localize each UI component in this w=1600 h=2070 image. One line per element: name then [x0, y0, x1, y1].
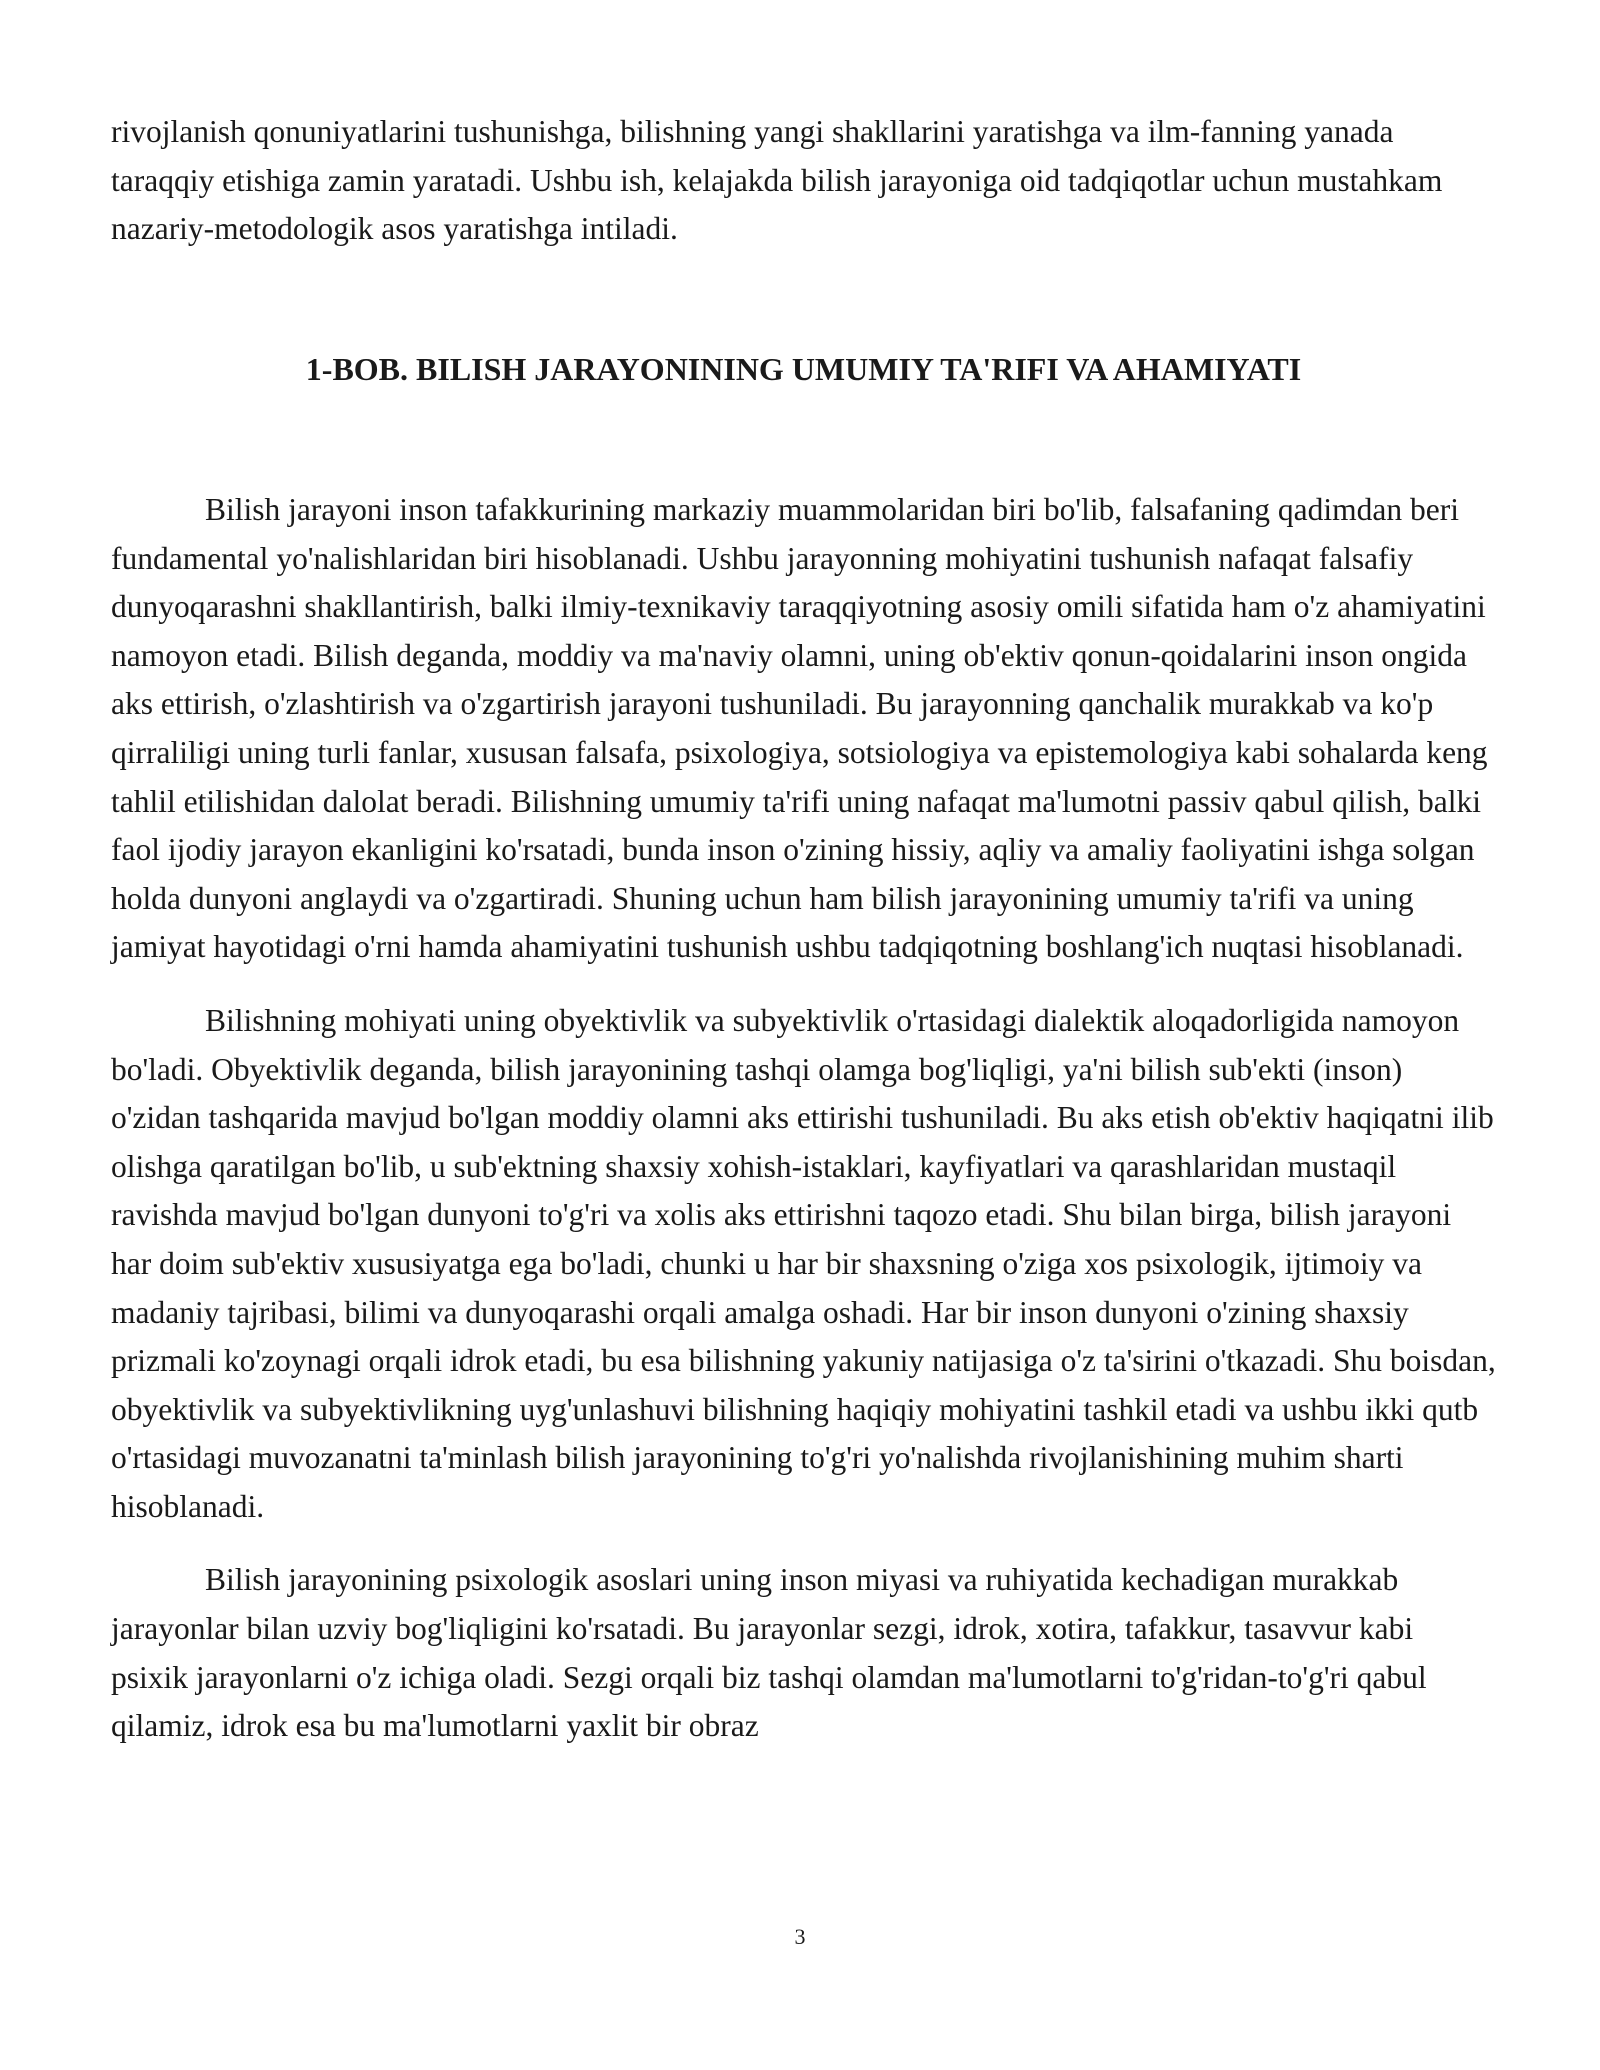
body-paragraph-1: Bilish jarayoni inson tafakkurining markaziy muammolaridan biri bo'lib, falsafaning qadimdan beri fundamental yo'nalishlaridan biri hisoblanadi. Ushbu jarayonning mohiyatini tushunish nafaqat falsafiy dunyoqarashni shakllantirish, balki ilmiy-texnikaviy taraqqiyotning asosiy omili sifatida ham o'z ahamiyatini namoyon etadi. Bilish deganda, moddiy va ma'naviy olamni, uning ob'ektiv qonun-qoidalarini inson ongida aks ettirish, o'zlashtirish va o'zgartirish jarayoni tushuniladi. Bu jarayonning qanchalik murakkab va ko'p qirraliligi uning turli fanlar, xususan falsafa, psixologiya, sotsiologiya va epistemologiya kabi sohalarda keng tahlil etilishidan dalolat beradi. Bilishning umumiy ta'rifi uning nafaqat ma'lumotni passiv qabul qilish, balki faol ijodiy jarayon ekanligini ko'rsatadi, bunda inson o'zining hissiy, aqliy va amaliy faoliyatini ishga solgan holda dunyoni anglaydi va o'zgartiradi. Shuning uchun ham bilish jarayonining umumiy ta'rifi va uning jamiyat hayotidagi o'rni hamda ahamiyatini tushunish ushbu tadqiqotning boshlang'ich nuqtasi hisoblanadi.	[111, 492, 1488, 965]
document-page	[111, 108, 1496, 1744]
chapter-body	[111, 486, 1496, 1751]
body-paragraph-3: Bilish jarayonining psixologik asoslari uning inson miyasi va ruhiyatida kechadigan murakkab jarayonlar bilan uzviy bog'liqligini ko'rsatadi. Bu jarayonlar sezgi, idrok, xotira, tafakkur, tasavvur kabi psixik jarayonlarni o'z ichiga oladi. Sezgi orqali biz tashqi olamdan ma'lumotlarni to'g'ridan-to'g'ri qabul qilamiz, idrok esa bu ma'lumotlarni yaxlit bir obraz	[111, 1562, 1427, 1744]
page-number: 3	[794, 1924, 806, 1949]
intro-paragraph: rivojlanish qonuniyatlarini tushunishga, bilishning yangi shakllarini yaratishga va ilm-fanning yanada taraqqiy etishiga zamin yaratadi. Ushbu ish, kelajakda bilish jarayoniga oid tadqiqotlar uchun mustahkam nazariy-metodologik asos yaratishga intiladi.	[111, 114, 1443, 247]
body-paragraph-2: Bilishning mohiyati uning obyektivlik va subyektivlik o'rtasidagi dialektik aloqadorligida namoyon bo'ladi. Obyektivlik deganda, bilish jarayonining tashqi olamga bog'liqligi, ya'ni bilish sub'ekti (inson) o'zidan tashqarida mavjud bo'lgan moddiy olamni aks ettirishi tushuniladi. Bu aks etish ob'ektiv haqiqatni ilib olishga qaratilgan bo'lib, u sub'ektning shaxsiy xohish-istaklari, kayfiyatlari va qarashlaridan mustaqil ravishda mavjud bo'lgan dunyoni to'g'ri va xolis aks ettirishni taqozo etadi. Shu bilan birga, bilish jarayoni har doim sub'ektiv xususiyatga ega bo'ladi, chunki u har bir shaxsning o'ziga xos psixologik, ijtimoiy va madaniy tajribasi, bilimi va dunyoqarashi orqali amalga oshadi. Har bir inson dunyoni o'zining shaxsiy prizmali ko'zoynagi orqali idrok etadi, bu esa bilishning yakuniy natijasiga o'z ta'sirini o'tkazadi. Shu boisdan, obyektivlik va subyektivlikning uyg'unlashuvi bilishning haqiqiy mohiyatini tashkil etadi va ushbu ikki qutb o'rtasidagi muvozanatni ta'minlash bilish jarayonining to'g'ri yo'nalishda rivojlanishining muhim sharti hisoblanadi.	[111, 1002, 1496, 1524]
chapter-title: 1-BOB. BILISH JARAYONINING UMUMIY TA'RIFI VA AHAMIYATI	[305, 351, 1302, 387]
